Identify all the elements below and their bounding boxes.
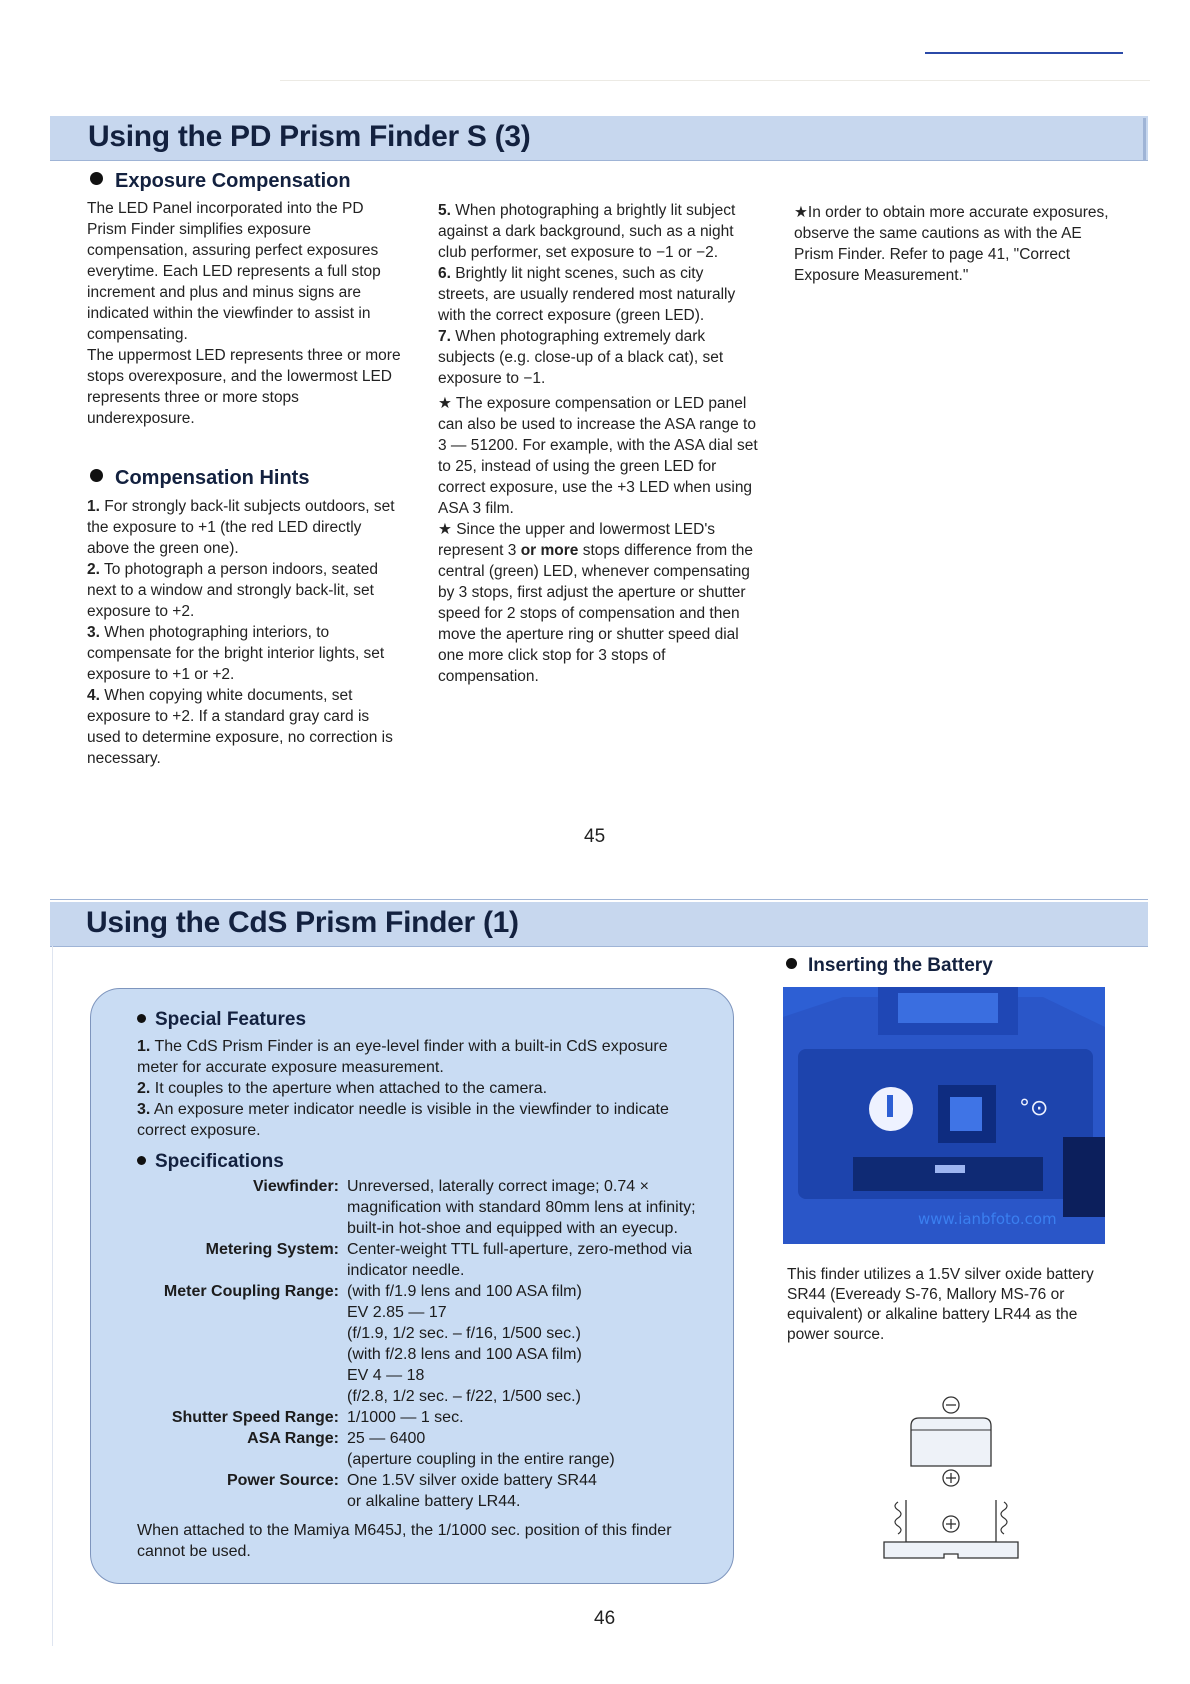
- paragraph: The uppermost LED represents three or more stops overexposure, and the lowermost LED represents three or more stops underexposure.: [87, 347, 401, 427]
- compensation-hints-heading: Compensation Hints: [90, 467, 309, 490]
- page46-title-bar: [50, 902, 1148, 947]
- led-stops-note: ★ Since the upper and lowermost LED's represent 3 or more stops difference from the central (green) LED, whenever compensating by 3 stops, first adjust the aperture or shutter speed for 2 stops of compensation and then move the aperture ring or shutter speed dial one more click stop for 3 stops of compensation.: [438, 521, 754, 685]
- title-bar-edge: [1143, 118, 1146, 160]
- list-item: 4. When copying white documents, set exposure to +2. If a standard gray card is used to determine exposure, no correction is necessary.: [87, 687, 393, 767]
- special-features-heading: Special Features: [137, 1009, 702, 1030]
- page-number-46: 46: [594, 1608, 616, 1629]
- spec-row-asa-range: ASA Range: 25 — 6400 (aperture coupling in the entire range): [247, 1430, 615, 1468]
- top-decorative-rule: [925, 52, 1123, 54]
- battery-cell-icon: [911, 1418, 991, 1466]
- compensation-hints-heading-block: [90, 467, 309, 490]
- faint-rule: [280, 80, 1150, 81]
- page45-title: Using the PD Prism Finder S (3): [88, 120, 531, 153]
- battery-caption: This finder utilizes a 1.5V silver oxide battery SR44 (Eveready S-76, Mallory MS-76 or equivalent) or alkaline battery LR44 as the power source.: [787, 1266, 1094, 1343]
- bullet-icon: [90, 172, 103, 185]
- spec-row-viewfinder: Viewfinder: Unreversed, laterally correct image; 0.74 × magnification with standard 80mm lens at infinity; built-in hot-shoe and equipped with an eyecup.: [253, 1178, 696, 1237]
- right-column-note: [794, 202, 1112, 286]
- features-specs-box: [90, 988, 734, 1584]
- page-number-45: 45: [584, 826, 606, 847]
- specifications-table: [137, 1176, 702, 1512]
- middle-column: [438, 200, 758, 687]
- spec-row-shutter-speed-range: Shutter Speed Range: 1/1000 — 1 sec.: [171, 1409, 464, 1426]
- m645j-footnote: When attached to the Mamiya M645J, the 1/1000 sec. position of this finder cannot be used.: [137, 1522, 672, 1560]
- list-item: 3. An exposure meter indicator needle is visible in the viewfinder to indicate correct exposure.: [137, 1101, 669, 1139]
- plus-sign-icon: [943, 1470, 959, 1486]
- list-item: 6. Brightly lit night scenes, such as city streets, are usually rendered most naturally with the correct exposure (green LED).: [438, 265, 736, 324]
- list-item: 5. When photographing a brightly lit subject against a dark background, such as a night club performer, set exposure to −1 or −2.: [438, 202, 736, 261]
- page46-left-rule: [52, 946, 53, 1646]
- bullet-icon: [90, 469, 103, 482]
- bullet-icon: [137, 1156, 146, 1165]
- list-item: 1. For strongly back-lit subjects outdoors, set the exposure to +1 (the red LED directly above the green one).: [87, 498, 395, 557]
- page46-title: Using the CdS Prism Finder (1): [86, 906, 519, 939]
- battery-compartment-photo: [783, 987, 1105, 1244]
- page46-title-rule: [50, 899, 1148, 900]
- bullet-icon: [786, 958, 797, 969]
- photo-watermark: www.ianbfoto.com: [918, 1210, 1057, 1228]
- spec-row-meter-coupling-range: Meter Coupling Range: (with f/1.9 lens and 100 ASA film) EV 2.85 — 17 (f/1.9, 1/2 sec. – f/16, 1/500 sec.) (with f/2.8 lens and 100 ASA film) EV 4 — 18 (f/2.8, 1/2 sec. – f/22, 1/500 sec.): [163, 1283, 582, 1405]
- specifications-heading: Specifications: [137, 1151, 702, 1172]
- inserting-battery-heading: Inserting the Battery: [786, 955, 993, 977]
- list-item: 2. It couples to the aperture when attached to the camera.: [137, 1080, 548, 1097]
- list-item: 1. The CdS Prism Finder is an eye-level finder with a built-in CdS exposure meter for accurate exposure measurement.: [137, 1038, 668, 1076]
- list-item: 2. To photograph a person indoors, seated next to a window and strongly back-lit, set exposure to +2.: [87, 561, 378, 620]
- special-features-list: [137, 1036, 702, 1141]
- compensation-hints-list: [87, 496, 405, 769]
- minus-sign-icon: [943, 1397, 959, 1413]
- exposure-compensation-heading-block: [90, 170, 351, 193]
- inserting-battery-heading-block: [786, 955, 993, 977]
- exposure-compensation-text: [87, 198, 405, 429]
- page45-title-bar: [50, 116, 1148, 161]
- list-item: 3. When photographing interiors, to compensate for the bright interior lights, set exposure to +1 or +2.: [87, 624, 385, 683]
- list-item: 7. When photographing extremely dark subjects (e.g. close-up of a black cat), set exposure to −1.: [438, 328, 724, 387]
- accuracy-note: ★In order to obtain more accurate exposures, observe the same cautions as with the AE Prism Finder. Refer to page 41, "Correct Exposure Measurement.": [794, 204, 1109, 284]
- spec-row-metering-system: Metering System: Center-weight TTL full-aperture, zero-method via indicator needle.: [205, 1241, 693, 1279]
- battery-insertion-diagram: [876, 1392, 1026, 1582]
- asa-range-note: ★ The exposure compensation or LED panel can also be used to increase the ASA range to 3 — 51200. For example, with the ASA dial set to 25, instead of using the green LED for correct exposure, use the +3 LED when using ASA 3 film.: [438, 395, 758, 517]
- exposure-compensation-heading: Exposure Compensation: [90, 170, 351, 193]
- paragraph: The LED Panel incorporated into the PD Prism Finder simplifies exposure compensation, assuring perfect exposures everytime. Each LED represents a full stop increment and plus and minus signs are indicated within the viewfinder to assist in compensating.: [87, 200, 381, 343]
- bullet-icon: [137, 1014, 146, 1023]
- spec-row-power-source: Power Source: One 1.5V silver oxide battery SR44 or alkaline battery LR44.: [226, 1472, 597, 1510]
- svg-text:°⊙: °⊙: [1019, 1096, 1049, 1121]
- battery-holder-icon: [884, 1500, 1018, 1558]
